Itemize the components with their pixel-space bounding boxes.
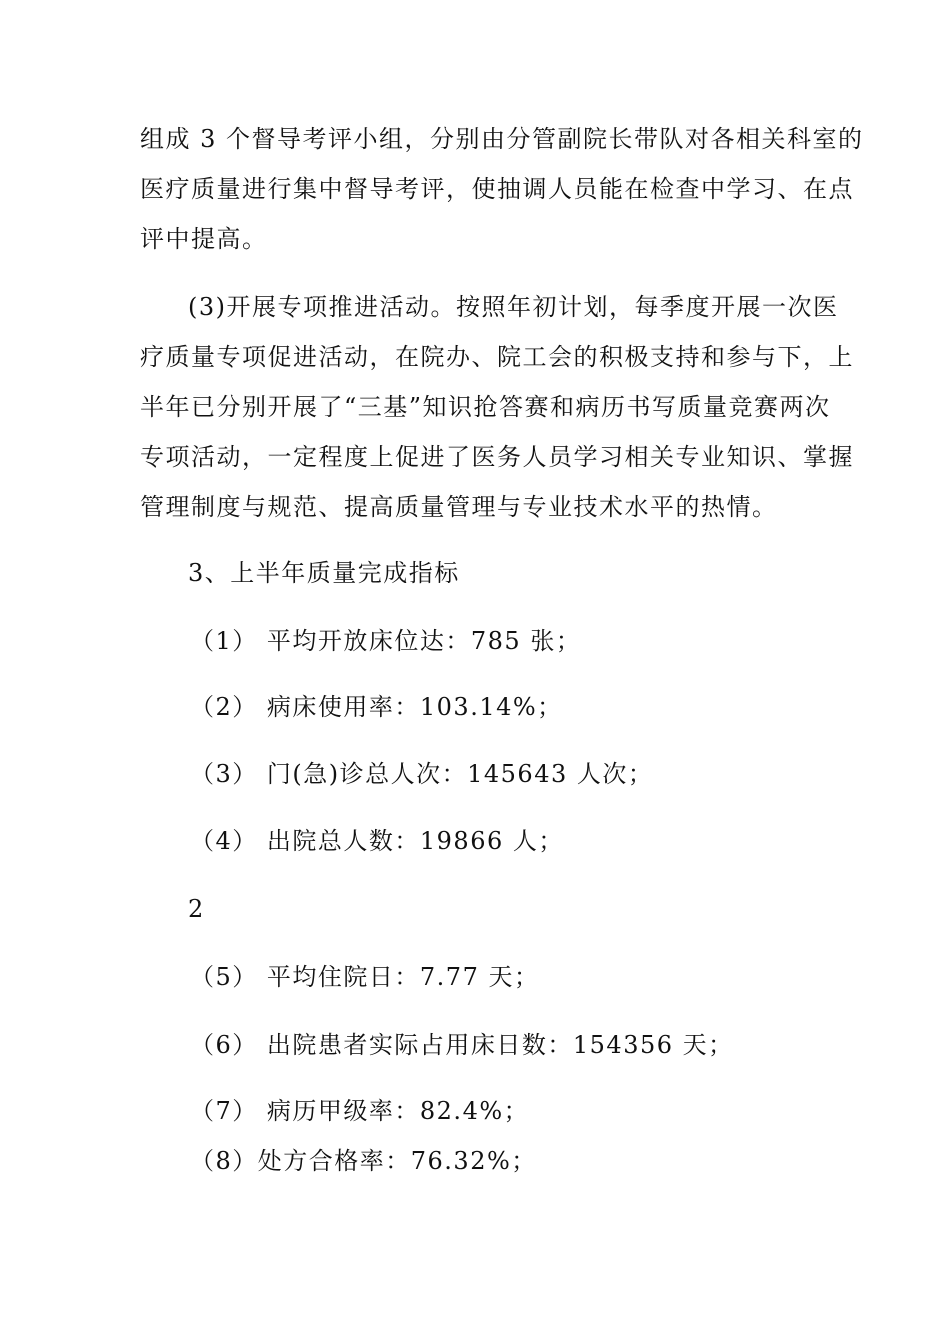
- list-item: （3） 门(急)诊总人次：145643 人次；: [190, 760, 654, 788]
- list-item: （7） 病历甲级率：82.4%；: [190, 1097, 530, 1125]
- paragraph-line: (3)开展专项推进活动。按照年初计划，每季度开展一次医: [188, 293, 839, 321]
- list-item: （2） 病床使用率：103.14%；: [190, 693, 563, 721]
- list-item: （5） 平均住院日：7.77 天；: [190, 963, 540, 991]
- paragraph-line: 管理制度与规范、提高质量管理与专业技术水平的热情。: [140, 493, 778, 521]
- paragraph-line: 半年已分别开展了“三基”知识抢答赛和病历书写质量竞赛两次: [140, 393, 831, 421]
- paragraph-line: 评中提高。: [140, 225, 268, 253]
- paragraph-line: 医疗质量进行集中督导考评，使抽调人员能在检查中学习、在点: [140, 175, 854, 203]
- section-heading: 3、上半年质量完成指标: [188, 559, 460, 587]
- list-item: （4） 出院总人数：19866 人；: [190, 827, 564, 855]
- paragraph-line: 组成 3 个督导考评小组，分别由分管副院长带队对各相关科室的: [140, 125, 864, 153]
- paragraph-line: 专项活动，一定程度上促进了医务人员学习相关专业知识、掌握: [140, 443, 854, 471]
- paragraph-line: 疗质量专项促进活动，在院办、院工会的积极支持和参与下，上: [140, 343, 854, 371]
- list-item: （6） 出院患者实际占用床日数：154356 天；: [190, 1031, 734, 1059]
- page-number: 2: [188, 895, 205, 923]
- list-item: （8）处方合格率：76.32%；: [190, 1147, 537, 1175]
- list-item: （1） 平均开放床位达：785 张；: [190, 627, 582, 655]
